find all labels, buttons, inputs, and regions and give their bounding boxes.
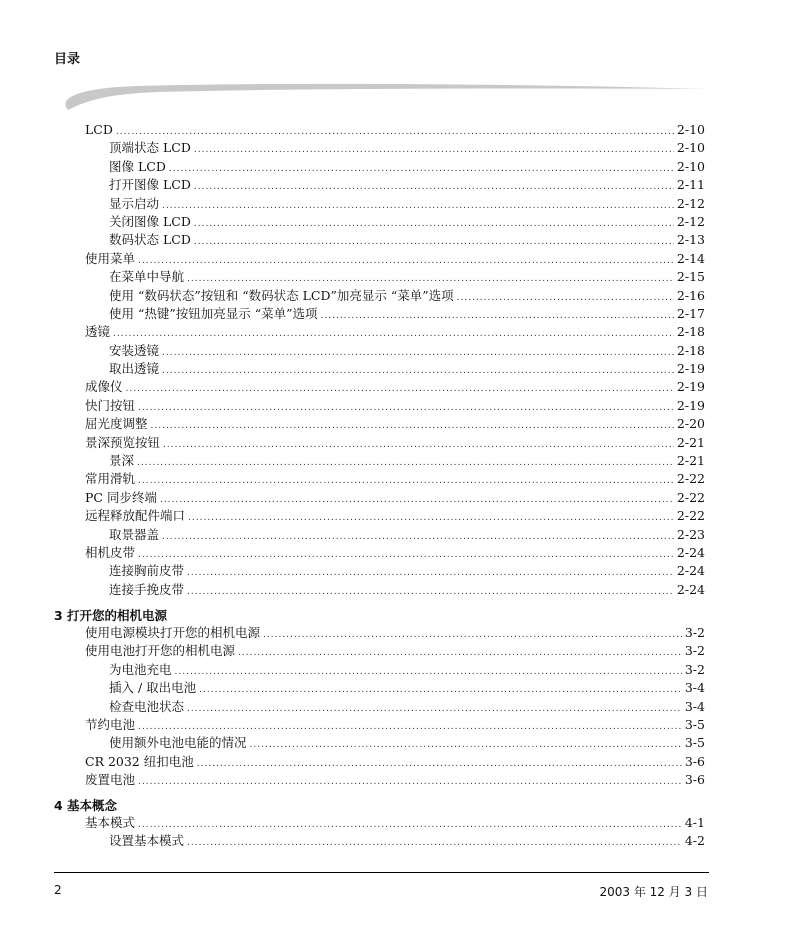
toc-entry[interactable]	[85, 397, 705, 415]
toc-entry-title: 景深	[109, 453, 135, 469]
toc-leader-dots	[187, 564, 674, 582]
toc-entry-title: 使用 “数码状态”按钮和 “数码状态 LCD”加亮显示 “菜单”选项	[109, 287, 454, 303]
toc-entry-page: 2-23	[676, 526, 705, 542]
toc-entry[interactable]	[85, 287, 705, 305]
toc-leader-dots	[194, 215, 674, 233]
toc-entry-title: 屈光度调整	[85, 416, 148, 432]
toc-entry-title: 节约电池	[85, 716, 136, 732]
toc-entry-title: 相机皮带	[85, 544, 136, 560]
toc-entry-page: 2-24	[676, 544, 705, 560]
toc-entry-title: 透镜	[85, 324, 111, 340]
toc-entry[interactable]	[85, 250, 705, 268]
toc-leader-dots	[160, 491, 674, 509]
toc-entry-page: 2-19	[676, 379, 705, 395]
toc-entry-page: 2-22	[676, 508, 705, 524]
toc-leader-dots	[188, 509, 674, 527]
toc-entry-page: 2-12	[676, 213, 705, 229]
toc-leader-dots	[162, 197, 674, 215]
toc-entry-title: 显示启动	[109, 195, 160, 211]
toc-entry-page: 3-4	[684, 698, 705, 714]
toc-entry-title: 连接胸前皮带	[109, 563, 185, 579]
toc-entry[interactable]	[85, 231, 705, 249]
toc-entry[interactable]	[85, 642, 705, 660]
toc-entry-page: 2-12	[676, 195, 705, 211]
toc-entry[interactable]	[85, 734, 705, 752]
toc-entry[interactable]	[85, 176, 705, 194]
toc-entry-page: 2-10	[676, 140, 705, 156]
toc-section-2	[85, 121, 705, 599]
toc-entry-title: 连接手挽皮带	[109, 581, 185, 597]
toc-leader-dots	[199, 681, 682, 699]
footer-page-number: 2	[54, 883, 62, 897]
toc-entry[interactable]	[85, 470, 705, 488]
toc-entry-page: 3-5	[684, 735, 705, 751]
toc-entry-page: 3-2	[684, 643, 705, 659]
toc-entry-page: 2-10	[676, 122, 705, 137]
toc-entry-title: 在菜单中导航	[109, 269, 185, 285]
toc-leader-dots	[163, 436, 674, 454]
toc-entry[interactable]	[85, 305, 705, 323]
toc-leader-dots	[250, 736, 682, 754]
toc-entry-page: 2-22	[676, 489, 705, 505]
toc-leader-dots	[175, 663, 682, 681]
toc-entry-page: 2-24	[676, 563, 705, 579]
toc-entry-page: 2-18	[676, 324, 705, 340]
toc-leader-dots	[138, 773, 682, 791]
toc-leader-dots	[138, 816, 682, 834]
toc-entry[interactable]	[85, 716, 705, 734]
toc-entry[interactable]	[85, 698, 705, 716]
toc-entry[interactable]	[85, 268, 705, 286]
toc-entry[interactable]	[85, 679, 705, 697]
toc-entry[interactable]	[85, 360, 705, 378]
toc-entry-page: 3-5	[684, 716, 705, 732]
toc-entry-page: 4-1	[684, 815, 705, 830]
toc-entry-page: 2-24	[676, 581, 705, 597]
toc-entry[interactable]	[85, 562, 705, 580]
toc-leader-dots	[162, 528, 674, 546]
toc-leader-dots	[187, 834, 682, 852]
toc-chapter-3	[85, 624, 705, 790]
toc-entry-page: 3-2	[684, 625, 705, 640]
toc-entry-title: 成像仪	[85, 379, 123, 395]
toc-leader-dots	[194, 233, 674, 251]
toc-entry-page: 2-15	[676, 269, 705, 285]
toc-entry[interactable]	[85, 624, 705, 642]
toc-entry-page: 2-11	[676, 177, 705, 193]
toc-entry[interactable]	[85, 832, 705, 850]
toc-entry-page: 2-16	[676, 287, 705, 303]
toc-entry-title: 使用菜单	[85, 250, 136, 266]
toc-leader-dots	[113, 325, 674, 343]
toc-entry-page: 2-20	[676, 416, 705, 432]
toc-entry-page: 3-2	[684, 661, 705, 677]
toc-leader-dots	[162, 344, 674, 362]
toc-entry-title: 远程释放配件端口	[85, 508, 186, 524]
toc-entry-title: 设置基本模式	[109, 833, 185, 849]
toc-entry[interactable]	[85, 342, 705, 360]
toc-entry-page: 2-19	[676, 361, 705, 377]
toc-entry[interactable]	[85, 581, 705, 599]
toc-leader-dots	[151, 417, 674, 435]
toc-entry-page: 2-14	[676, 250, 705, 266]
toc-leader-dots	[162, 362, 674, 380]
footer-divider	[54, 872, 709, 873]
toc-entry-page: 3-6	[684, 772, 705, 788]
toc-entry[interactable]	[85, 213, 705, 231]
toc-entry-title: 常用滑轨	[85, 471, 136, 487]
toc-entry-title: CR 2032 纽扣电池	[85, 753, 194, 769]
toc-leader-dots	[194, 178, 674, 196]
toc-entry-title: 使用额外电池电能的情况	[109, 735, 247, 751]
page-header-title: 目录	[54, 52, 81, 67]
toc-entry[interactable]	[85, 195, 705, 213]
toc-entry-title: 取景器盖	[109, 526, 160, 542]
toc-entry[interactable]	[85, 139, 705, 157]
toc-entry-title: 基本模式	[85, 815, 136, 830]
toc-leader-dots	[138, 399, 674, 417]
toc-leader-dots	[126, 380, 674, 398]
toc-entry-page: 2-22	[676, 471, 705, 487]
toc-entry-page: 2-13	[676, 232, 705, 248]
toc-entry[interactable]	[85, 158, 705, 176]
toc-entry[interactable]	[85, 507, 705, 525]
toc-leader-dots	[457, 289, 674, 307]
toc-entry-title: 景深预览按钮	[85, 434, 161, 450]
toc-leader-dots	[197, 755, 682, 773]
toc-entry-title: 废置电池	[85, 772, 136, 788]
toc-entry-page: 3-6	[684, 753, 705, 769]
toc-leader-dots	[321, 307, 674, 325]
toc-leader-dots	[138, 472, 674, 490]
toc-entry[interactable]	[85, 771, 705, 789]
toc-entry-title: 图像 LCD	[109, 158, 166, 174]
toc-entry-title: 使用电池打开您的相机电源	[85, 643, 236, 659]
toc-leader-dots	[116, 123, 674, 141]
footer-date: 2003 年 12 月 3 日	[599, 885, 708, 899]
toc-leader-dots	[194, 141, 674, 159]
toc-leader-dots	[263, 626, 682, 644]
toc-entry-title: 快门按钮	[85, 397, 136, 413]
toc-entry-title: 打开图像 LCD	[109, 177, 191, 193]
toc-entry-title: 使用电源模块打开您的相机电源	[85, 625, 261, 640]
toc-leader-dots	[138, 546, 674, 564]
toc-entry-page: 2-10	[676, 158, 705, 174]
toc-entry[interactable]	[85, 378, 705, 396]
toc-entry-title: PC 同步终端	[85, 489, 157, 505]
toc-entry-page: 3-4	[684, 680, 705, 696]
header-swoosh-graphic	[48, 76, 718, 116]
toc-entry-page: 4-2	[684, 833, 705, 849]
toc-entry-page: 2-21	[676, 453, 705, 469]
toc-entry-page: 2-21	[676, 434, 705, 450]
toc-entry[interactable]	[85, 121, 705, 139]
toc-entry-title: 使用 “热键”按钮加亮显示 “菜单”选项	[109, 305, 318, 321]
toc-entry-title: 顶端状态 LCD	[109, 140, 191, 156]
toc-entry[interactable]	[85, 323, 705, 341]
toc-entry[interactable]	[85, 661, 705, 679]
toc-entry-title: 插入 / 取出电池	[109, 680, 197, 696]
toc-entry-title: 为电池充电	[109, 661, 172, 677]
toc-entry[interactable]	[85, 452, 705, 470]
toc-entry[interactable]	[85, 415, 705, 433]
chapter-4-heading: 4 基本概念	[54, 798, 118, 813]
toc-leader-dots	[169, 160, 674, 178]
toc-leader-dots	[137, 454, 674, 472]
toc-entry-page: 2-18	[676, 342, 705, 358]
toc-entry[interactable]	[85, 434, 705, 452]
toc-entry[interactable]	[85, 814, 705, 832]
toc-entry-title: 关闭图像 LCD	[109, 213, 191, 229]
toc-entry-title: LCD	[85, 122, 113, 137]
toc-entry-title: 安装透镜	[109, 342, 160, 358]
toc-leader-dots	[187, 700, 682, 718]
toc-entry-title: 检查电池状态	[109, 698, 185, 714]
toc-entry[interactable]	[85, 753, 705, 771]
toc-leader-dots	[238, 644, 682, 662]
toc-entry-title: 数码状态 LCD	[109, 232, 191, 248]
toc-entry-page: 2-17	[676, 305, 705, 321]
toc-entry[interactable]	[85, 489, 705, 507]
toc-entry[interactable]	[85, 544, 705, 562]
chapter-3-heading: 3 打开您的相机电源	[54, 608, 168, 623]
toc-leader-dots	[138, 252, 674, 270]
toc-leader-dots	[187, 583, 674, 601]
toc-entry[interactable]	[85, 526, 705, 544]
toc-entry-page: 2-19	[676, 397, 705, 413]
toc-chapter-4	[85, 814, 705, 851]
toc-entry-title: 取出透镜	[109, 361, 160, 377]
